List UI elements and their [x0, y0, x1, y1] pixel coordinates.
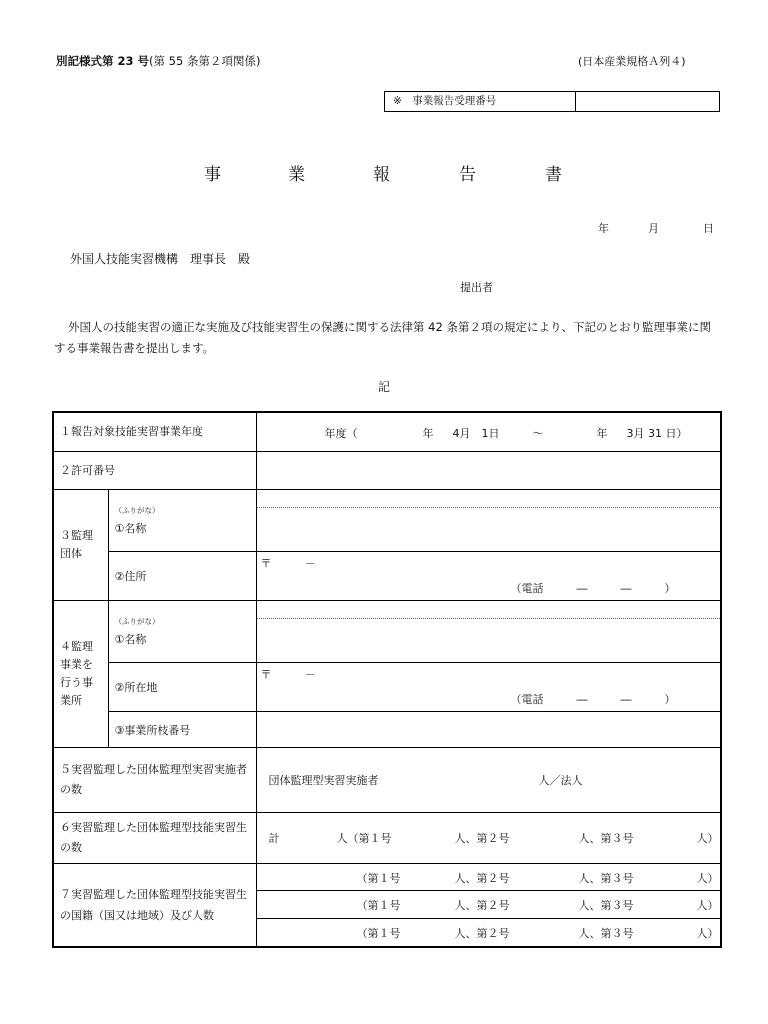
nat2-c: 人、第３号 — [578, 899, 634, 912]
row-trainees — [53, 813, 721, 864]
implementers-field[interactable] — [256, 748, 721, 813]
fiscal-year1: 年 — [422, 427, 434, 440]
fiscal-year-cell[interactable] — [256, 412, 721, 452]
nationality-line-3[interactable] — [256, 919, 721, 948]
row-permit-number — [53, 452, 721, 490]
nat3-b: 人、第２号 — [454, 927, 510, 940]
row-nationality-1 — [53, 864, 721, 891]
office-name-label-cell — [108, 601, 256, 663]
date-day: 日 — [703, 222, 714, 235]
row-kanri-address — [53, 552, 721, 601]
nat3-d: 人） — [696, 927, 719, 940]
kanri-name-label: ①名称 — [114, 522, 147, 535]
row-implementers — [53, 748, 721, 813]
nat1-d: 人） — [696, 872, 719, 885]
fiscal-tilde: ～ — [532, 427, 544, 440]
date-month: 月 — [648, 222, 659, 235]
trainees-field[interactable] — [256, 813, 721, 864]
trainees-total: 人（第１号 — [336, 832, 392, 845]
receipt-number-label: ※ 事業報告受理番号 — [385, 92, 576, 111]
body-text: 外国人の技能実習の適正な実施及び技能実習生の保護に関する法律第 42 条第２項の規定により、下記のとおり監理事業に関する事業報告書を提出します。 — [54, 320, 711, 355]
permit-number-field[interactable] — [256, 452, 721, 490]
kanri-postal: 〒 － — [260, 557, 316, 570]
nationality-line-1[interactable] — [256, 864, 721, 891]
nat2-b: 人、第２号 — [454, 899, 510, 912]
trainees-label: ６実習監理した団体監理型技能実習生の数 — [53, 813, 256, 864]
row-fiscal-year — [53, 412, 721, 452]
office-branch-field[interactable] — [256, 712, 721, 748]
permit-number-label: ２許可番号 — [53, 452, 256, 490]
implementers-text-b: 人／法人 — [538, 774, 583, 787]
fiscal-year2: 年 — [596, 427, 608, 440]
report-table — [52, 411, 722, 948]
nat1-b: 人、第２号 — [454, 872, 510, 885]
title-char-3: 報 — [373, 165, 390, 185]
form-number: 別記様式第 23 号(第 55 条第２項関係) — [56, 54, 261, 68]
office-tel: （電話 ― ― ） — [510, 693, 676, 706]
addressee: 外国人技能実習機構 理事長 殿 — [70, 252, 251, 266]
nat1-a: （第１号 — [356, 872, 401, 885]
nationality-line-2[interactable] — [256, 891, 721, 919]
trainees-end: 人） — [696, 832, 719, 845]
form-clause: (第 55 条第２項関係) — [149, 54, 261, 68]
furigana-dotline — [257, 618, 721, 619]
nat2-d: 人） — [696, 899, 719, 912]
trainees-kei: 計 — [268, 832, 280, 845]
fiscal-start: 4月 1日 — [452, 427, 500, 440]
office-group-label: ４監理事業を行う事業所 — [53, 601, 108, 748]
date-year: 年 — [598, 222, 609, 235]
paper-size: (日本産業規格Ａ列４) — [578, 55, 686, 68]
office-furigana-label: （ふりがな） — [114, 617, 160, 626]
nat3-a: （第１号 — [356, 927, 401, 940]
title-char-4: 告 — [459, 165, 476, 185]
nat2-a: （第１号 — [356, 899, 401, 912]
office-postal: 〒 － — [260, 668, 316, 681]
fiscal-end: 3月 31 日） — [626, 427, 688, 440]
row-kanri-name — [53, 490, 721, 552]
nat3-c: 人、第３号 — [578, 927, 634, 940]
trainees-no3: 人、第３号 — [578, 832, 634, 845]
title-char-2: 業 — [288, 165, 305, 185]
office-location-field[interactable] — [256, 663, 721, 712]
kanri-group-label: ３監理団体 — [53, 490, 108, 601]
ki-marker: 記 — [378, 380, 391, 394]
nat1-c: 人、第３号 — [578, 872, 634, 885]
office-name-field[interactable] — [256, 601, 721, 663]
kanri-address-label: ②住所 — [108, 552, 256, 601]
implementers-text-a: 団体監理型実習実施者 — [268, 774, 379, 787]
nationality-label: ７実習監理した団体監理型技能実習生の国籍（国又は地域）及び人数 — [53, 864, 256, 948]
kanri-tel: （電話 ― ― ） — [510, 582, 676, 595]
kanri-address-field[interactable] — [256, 552, 721, 601]
receipt-number-box — [384, 91, 720, 112]
office-location-label: ②所在地 — [108, 663, 256, 712]
kanri-furigana-label: （ふりがな） — [114, 506, 160, 515]
implementers-label: ５実習監理した団体監理型実習実施者の数 — [53, 748, 256, 813]
submitter-label: 提出者 — [460, 281, 493, 294]
receipt-number-field[interactable] — [576, 92, 719, 111]
title-char-5: 書 — [545, 165, 562, 185]
office-name-label: ①名称 — [114, 633, 147, 646]
fiscal-year-label: １報告対象技能実習事業年度 — [53, 412, 256, 452]
title-char-1: 事 — [204, 165, 221, 185]
row-office-name — [53, 601, 721, 663]
row-office-location — [53, 663, 721, 712]
row-office-branch — [53, 712, 721, 748]
trainees-no2: 人、第２号 — [454, 832, 510, 845]
kanri-name-field[interactable] — [256, 490, 721, 552]
fiscal-nendo: 年度（ — [324, 427, 358, 440]
office-branch-label: ③事業所枝番号 — [108, 712, 256, 748]
furigana-dotline — [257, 507, 721, 508]
kanri-name-label-cell — [108, 490, 256, 552]
